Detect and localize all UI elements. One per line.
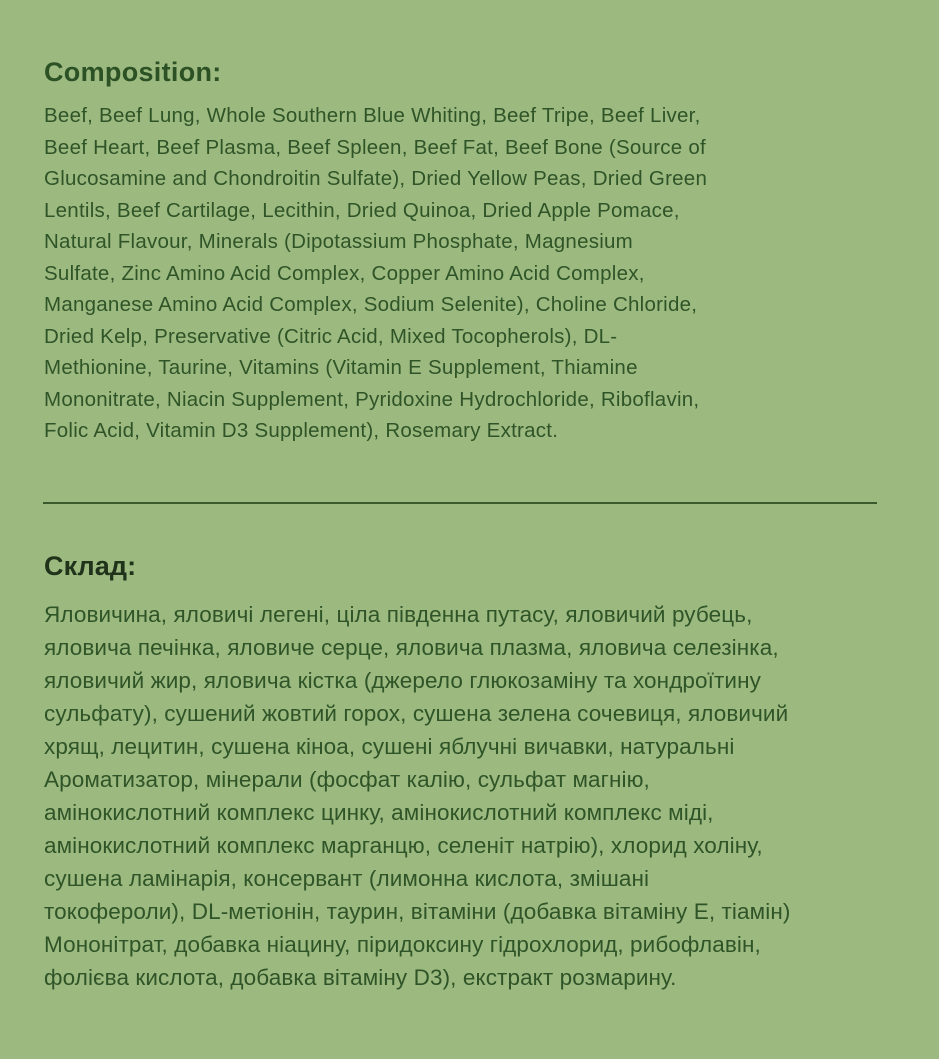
ingredients-line-uk: амінокислотний комплекс марганцю, селеніт натрію), хлорид холіну, — [44, 833, 763, 858]
ingredients-line-uk: яловичий жир, яловича кістка (джерело глюкозаміну та хондроїтину — [44, 668, 761, 693]
ingredients-line-uk: амінокислотний комплекс цинку, амінокислотний комплекс міді, — [44, 800, 714, 825]
ingredients-line-en: Beef, Beef Lung, Whole Southern Blue Whiting, Beef Tripe, Beef Liver, — [44, 104, 701, 127]
ingredients-line-uk: яловича печінка, яловиче серце, яловича плазма, яловича селезінка, — [44, 635, 779, 660]
ingredients-line-uk: хрящ, лецитин, сушена кіноа, сушені яблучні вичавки, натуральні — [44, 734, 735, 759]
ingredients-line-uk: Ароматизатор, мінерали (фосфат калію, сульфат магнію, — [44, 767, 650, 792]
composition-text-en — [44, 100, 707, 447]
composition-heading-uk: Склад: — [44, 551, 137, 581]
ingredients-line-uk: Мононітрат, добавка ніацину, піридоксину гідрохлорид, рибофлавін, — [44, 932, 761, 957]
ingredients-line-en: Methionine, Taurine, Vitamins (Vitamin E Supplement, Thiamine — [44, 356, 638, 379]
ingredients-line-en: Dried Kelp, Preservative (Citric Acid, Mixed Tocopherols), DL- — [44, 324, 618, 348]
ingredients-line-uk: сульфату), сушений жовтий горох, сушена зелена сочевиця, яловичий — [44, 701, 789, 726]
ingredients-line-uk: фолієва кислота, добавка вітаміну D3), екстракт розмарину. — [44, 965, 677, 990]
ingredients-line-en: Folic Acid, Vitamin D3 Supplement), Rosemary Extract. — [44, 419, 559, 442]
ingredients-line-uk: Яловичина, яловичі легені, ціла південна путасу, яловичий рубець, — [44, 602, 753, 627]
ingredients-line-en: Sulfate, Zinc Amino Acid Complex, Copper Amino Acid Complex, — [44, 261, 645, 285]
ingredients-line-en: Lentils, Beef Cartilage, Lecithin, Dried Quinoa, Dried Apple Pomace, — [44, 198, 680, 222]
ingredients-line-en: Glucosamine and Chondroitin Sulfate), Dried Yellow Peas, Dried Green — [44, 167, 708, 190]
ingredients-line-uk: токофероли), DL-метіонін, таурин, вітаміни (добавка вітаміну Е, тіамін) — [44, 899, 791, 924]
composition-heading-en: Composition: — [44, 57, 222, 87]
ingredients-line-en: Natural Flavour, Minerals (Dipotassium Phosphate, Magnesium — [44, 230, 634, 253]
ingredients-line-en: Beef Heart, Beef Plasma, Beef Spleen, Beef Fat, Beef Bone (Source of — [44, 135, 706, 159]
composition-text-uk — [44, 598, 790, 994]
ingredients-line-uk: сушена ламінарія, консервант (лимонна кислота, змішані — [44, 866, 650, 891]
ingredients-line-en: Mononitrate, Niacin Supplement, Pyridoxine Hydrochloride, Riboflavin, — [44, 387, 700, 411]
section-divider — [43, 502, 877, 504]
ingredients-line-en: Manganese Amino Acid Complex, Sodium Selenite), Choline Chloride, — [44, 293, 698, 316]
